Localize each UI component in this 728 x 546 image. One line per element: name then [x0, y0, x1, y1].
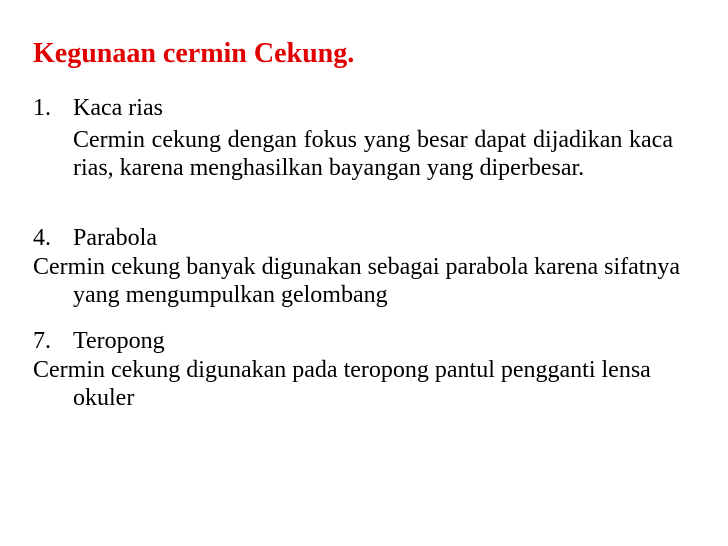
list-item-teropong — [33, 327, 693, 412]
item-heading: Parabola — [73, 225, 157, 251]
item-number: 7. — [33, 328, 51, 354]
item-description: Cermin cekung dengan fokus yang besar dapat dijadikan kaca rias, karena menghasilkan bayangan yang diperbesar. — [73, 127, 673, 181]
slide-title: Kegunaan cermin Cekung. — [33, 38, 355, 69]
item-heading-row — [33, 327, 693, 355]
item-description: Cermin cekung banyak digunakan sebagai parabola karena sifatnya yang mengumpulkan gelombang — [33, 254, 681, 308]
item-heading-row — [33, 94, 693, 122]
item-description: Cermin cekung digunakan pada teropong pantul pengganti lensa okuler — [33, 357, 651, 411]
item-heading: Teropong — [73, 328, 165, 354]
item-heading: Kaca rias — [73, 95, 163, 121]
item-number: 4. — [33, 225, 51, 251]
list-item-parabola — [33, 224, 693, 309]
item-heading-row — [33, 224, 693, 252]
item-number: 1. — [33, 95, 51, 121]
list-item-kaca-rias — [33, 94, 693, 182]
